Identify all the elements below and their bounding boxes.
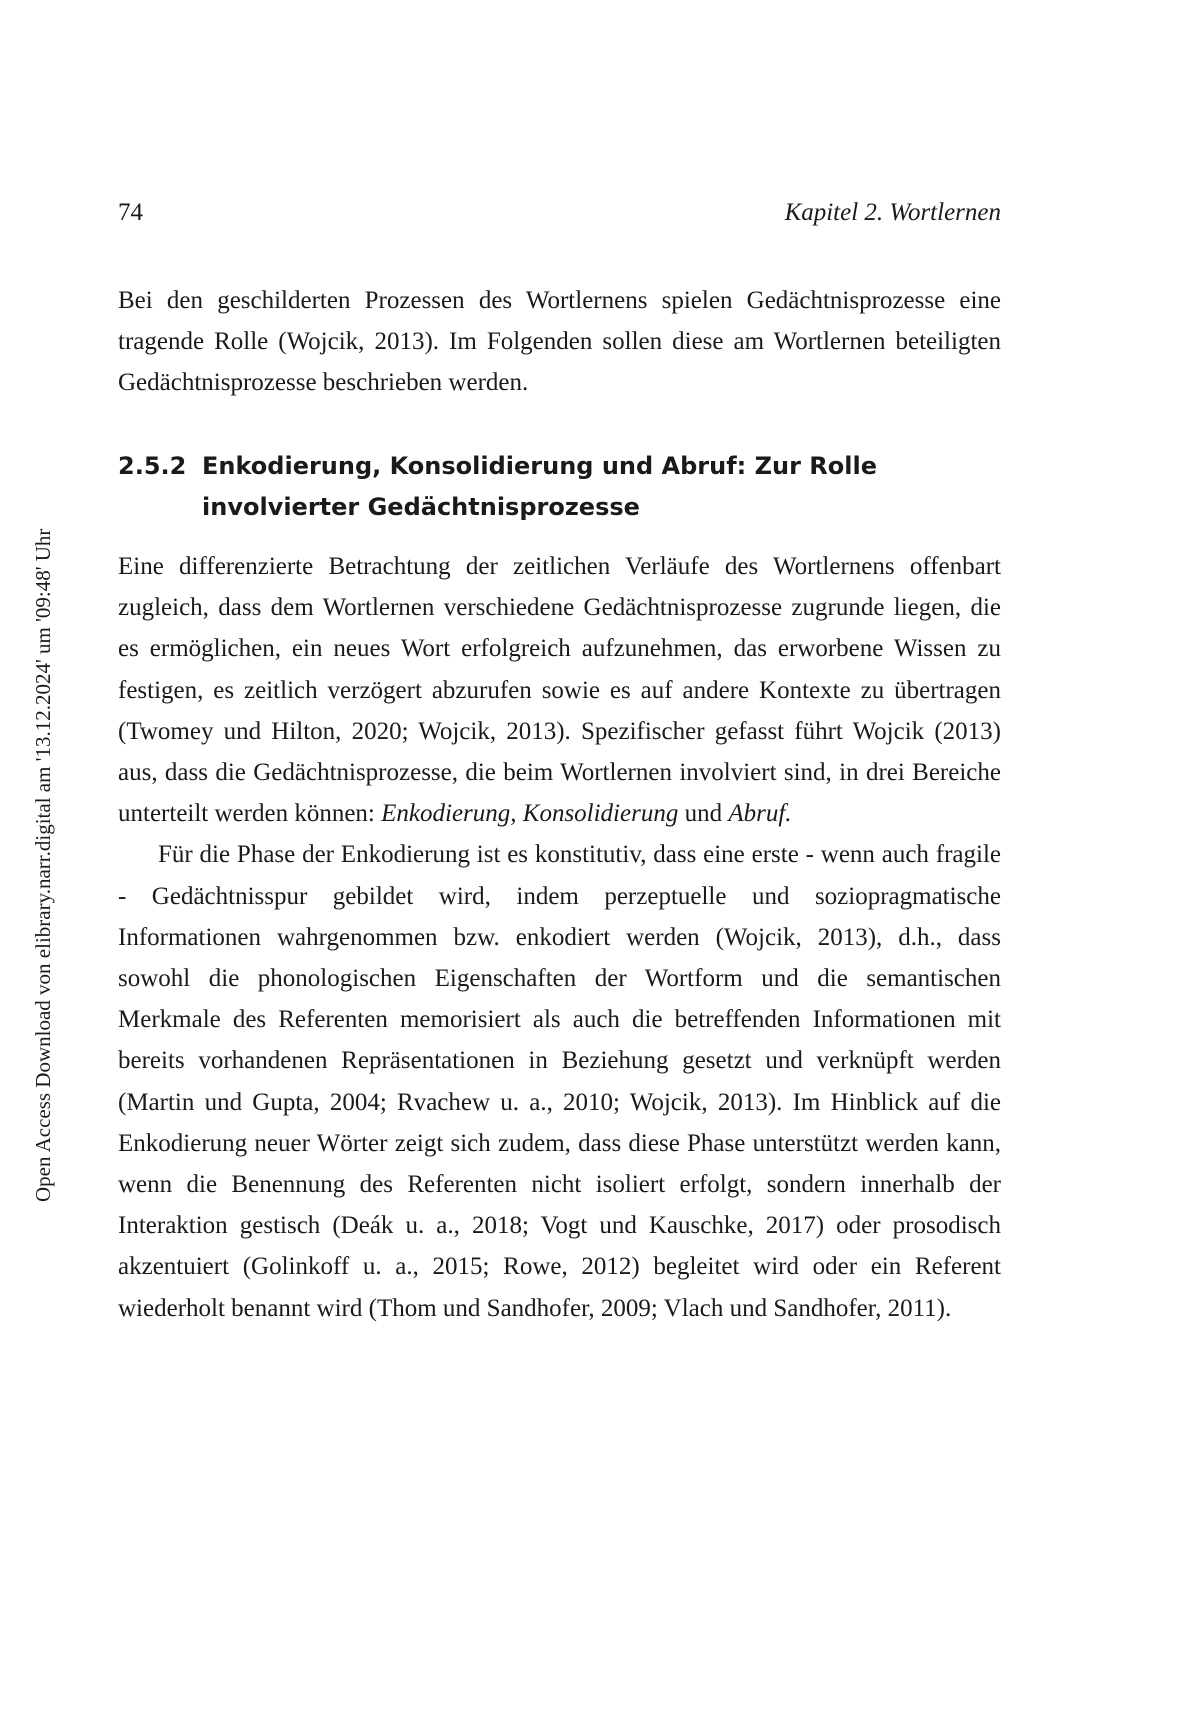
download-watermark-note: Open Access Download von elibrary.narr.digital am '13.12.2024' um '09:48' Uhr bbox=[31, 528, 55, 1202]
section-paragraph-1 bbox=[118, 546, 1001, 834]
running-header: Kapitel 2. Wortlernen bbox=[784, 199, 1001, 226]
section-number: 2.5.2 bbox=[118, 452, 187, 480]
term-enkodierung-konsolidierung: Enkodierung, Konsolidierung bbox=[381, 800, 679, 828]
page-number: 74 bbox=[118, 199, 143, 226]
section-body bbox=[118, 546, 1001, 1329]
term-abruf: Abruf. bbox=[728, 800, 792, 828]
section-title: Enkodierung, Konsolidierung und Abruf: Zur Rolle involvierter Gedächtnisprozesse bbox=[202, 452, 877, 521]
intro-paragraph bbox=[118, 280, 1001, 404]
section-paragraph-1-lead: Eine differenzierte Betrachtung der zeitlichen Verläufe des Wortlernens offenbart zugleich, dass dem Wortlernen verschiedene Gedächtnisprozesse zugrunde liegen, die es ermöglichen, ein neues Wort erfolgreich aufzunehmen, das erworbene Wissen zu festigen, es zeitlich verzögert abzurufen sowie es auf andere Kontexte zu übertragen (Twomey und Hilton, 2020; Wojcik, 2013). Spezifischer gefasst führt Wojcik (2013) aus, dass die Gedächtnisprozesse, die beim Wortlernen involviert sind, in drei Bereiche unterteilt werden können: bbox=[118, 553, 1001, 828]
section-paragraph-2: Für die Phase der Enkodierung ist es konstitutiv, dass eine erste - wenn auch fragile - Gedächtnisspur gebildet wird, indem perzeptuelle und soziopragmatische Informationen wahrgenommen bzw. enkodiert werden (Wojcik, 2013), d.h., dass sowohl die phonologischen Eigenschaften der Wortform und die semantischen Merkmale des Referenten memorisiert als auch die betreffenden Informationen mit bereits vorhandenen Repräsentationen in Beziehung gesetzt und verknüpft werden (Martin und Gupta, 2004; Rvachew u. a., 2010; Wojcik, 2013). Im Hinblick auf die Enkodierung neuer Wörter zeigt sich zudem, dass diese Phase unterstützt werden kann, wenn die Benennung des Referenten nicht isoliert erfolgt, sondern innerhalb der Interaktion gestisch (Deák u. a., 2018; Vogt und Kauschke, 2017) oder prosodisch akzentuiert (Golinkoff u. a., 2015; Rowe, 2012) begleitet wird oder ein Referent wiederholt benannt wird (Thom und Sandhofer, 2009; Vlach und Sandhofer, 2011). bbox=[118, 841, 1001, 1322]
term-connector: und bbox=[678, 800, 729, 828]
intro-paragraph-text: Bei den geschilderten Prozessen des Wortlernens spielen Gedächtnisprozesse eine tragende Rolle (Wojcik, 2013). Im Folgenden sollen diese am Wortlernen beteiligten Gedächtnisprozesse beschrieben werden. bbox=[118, 287, 1001, 397]
